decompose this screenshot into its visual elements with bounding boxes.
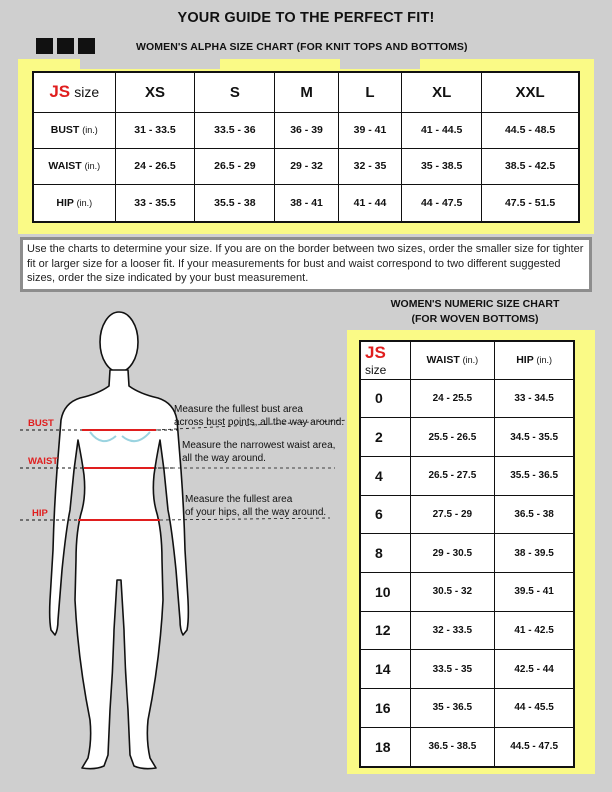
table-cell: 41 - 42.5	[495, 611, 574, 650]
table-cell: 27.5 - 29	[410, 495, 495, 534]
size-header: XS	[115, 72, 195, 112]
table-cell: 33.5 - 35	[410, 650, 495, 689]
size-cell: 6	[360, 495, 410, 534]
table-cell: 29 - 30.5	[410, 534, 495, 573]
size-cell: 2	[360, 418, 410, 457]
table-cell: 33.5 - 36	[195, 112, 275, 148]
frame-gap	[340, 59, 420, 69]
row-label: HIP (in.)	[33, 184, 115, 222]
numeric-chart-caption: WOMEN'S NUMERIC SIZE CHART (FOR WOVEN BOTTOMS)	[390, 298, 560, 325]
body-figure	[20, 300, 350, 780]
table-cell: 36.5 - 38.5	[410, 727, 495, 767]
sizing-instructions: Use the charts to determine your size. If you are on the border between two sizes, order the smaller size for tighter fit or larger size for a looser fit. If your measurements for bust and waist correspond to two different suggested sizes, order the size indicated by your bust measurement.	[20, 237, 592, 292]
size-cell: 14	[360, 650, 410, 689]
table-cell: 44.5 - 48.5	[482, 112, 579, 148]
size-header: XXL	[482, 72, 579, 112]
table-cell: 33 - 34.5	[495, 379, 574, 418]
table-cell: 25.5 - 26.5	[410, 418, 495, 457]
table-cell: 24 - 26.5	[115, 148, 195, 184]
table-cell: 38 - 41	[275, 184, 338, 222]
table-cell: 33 - 35.5	[115, 184, 195, 222]
table-header-row	[360, 341, 574, 379]
size-cell: 18	[360, 727, 410, 767]
table-cell: 47.5 - 51.5	[482, 184, 579, 222]
table-cell: 44.5 - 47.5	[495, 727, 574, 767]
row-label: WAIST (in.)	[33, 148, 115, 184]
table-cell: 34.5 - 35.5	[495, 418, 574, 457]
table-cell: 39 - 41	[338, 112, 401, 148]
numeric-size-table	[359, 340, 575, 768]
table-cell: 38 - 39.5	[495, 534, 574, 573]
js-size-logo: JS size	[360, 341, 410, 379]
table-cell: 36.5 - 38	[495, 495, 574, 534]
bust-label: BUST	[28, 418, 54, 429]
block	[57, 38, 74, 54]
table-cell: 35.5 - 36.5	[495, 456, 574, 495]
js-size-logo: JS size	[33, 72, 115, 112]
table-cell: 35.5 - 38	[195, 184, 275, 222]
table-cell: 26.5 - 27.5	[410, 456, 495, 495]
hip-instructions: Measure the fullest area of your hips, all the way around.	[185, 494, 327, 518]
table-row	[360, 727, 574, 767]
table-row	[360, 688, 574, 727]
table-row	[360, 534, 574, 573]
row-label: BUST (in.)	[33, 112, 115, 148]
table-cell: 39.5 - 41	[495, 572, 574, 611]
table-cell: 32 - 33.5	[410, 611, 495, 650]
size-cell: 16	[360, 688, 410, 727]
size-cell: 0	[360, 379, 410, 418]
waist-header: WAIST (in.)	[410, 341, 495, 379]
page-title: YOUR GUIDE TO THE PERFECT FIT!	[177, 10, 435, 26]
alpha-size-table	[32, 71, 580, 223]
table-row	[33, 184, 579, 222]
table-cell: 41 - 44.5	[402, 112, 482, 148]
table-row	[360, 418, 574, 457]
table-cell: 44 - 47.5	[402, 184, 482, 222]
table-row	[360, 611, 574, 650]
block	[78, 38, 95, 54]
waist-instructions: Measure the narrowest waist area, all the way around.	[182, 440, 336, 464]
waist-label: WAIST	[28, 456, 59, 467]
table-cell: 41 - 44	[338, 184, 401, 222]
table-cell: 24 - 25.5	[410, 379, 495, 418]
table-cell: 38.5 - 42.5	[482, 148, 579, 184]
table-cell: 26.5 - 29	[195, 148, 275, 184]
frame-gap	[80, 59, 220, 69]
size-cell: 10	[360, 572, 410, 611]
table-row	[360, 379, 574, 418]
table-cell: 30.5 - 32	[410, 572, 495, 611]
table-cell: 32 - 35	[338, 148, 401, 184]
block	[36, 38, 53, 54]
table-cell: 35 - 36.5	[410, 688, 495, 727]
table-cell: 44 - 45.5	[495, 688, 574, 727]
size-header: XL	[402, 72, 482, 112]
hip-header: HIP (in.)	[495, 341, 574, 379]
table-cell: 35 - 38.5	[402, 148, 482, 184]
table-cell: 36 - 39	[275, 112, 338, 148]
hip-label: HIP	[32, 508, 48, 519]
table-row	[360, 495, 574, 534]
size-header: L	[338, 72, 401, 112]
decorative-blocks	[36, 38, 95, 54]
size-header: M	[275, 72, 338, 112]
table-cell: 42.5 - 44	[495, 650, 574, 689]
table-row	[33, 112, 579, 148]
table-row	[360, 572, 574, 611]
table-row	[33, 148, 579, 184]
size-header: S	[195, 72, 275, 112]
size-cell: 12	[360, 611, 410, 650]
size-cell: 8	[360, 534, 410, 573]
body-silhouette-icon	[20, 300, 350, 775]
table-cell: 31 - 33.5	[115, 112, 195, 148]
table-row	[360, 456, 574, 495]
size-cell: 4	[360, 456, 410, 495]
table-cell: 29 - 32	[275, 148, 338, 184]
table-row	[360, 650, 574, 689]
bust-instructions: Measure the fullest bust area across bust points, all the way around.	[174, 404, 345, 428]
alpha-chart-caption: WOMEN'S ALPHA SIZE CHART (FOR KNIT TOPS AND BOTTOMS)	[136, 41, 468, 53]
table-header-row	[33, 72, 579, 112]
